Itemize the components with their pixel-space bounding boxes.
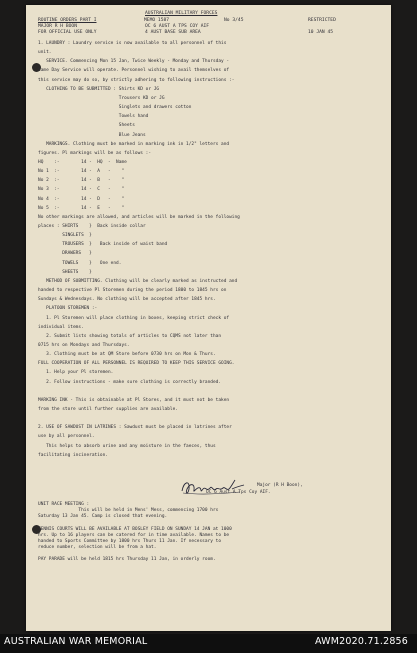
- text-line: TROUSERS } Back inside of waist band: [38, 242, 168, 248]
- header-title: AUSTRALIAN MILITARY FORCES: [145, 11, 218, 16]
- text-line: Sundays & Wednesdays. No clothing will be accepted after 1845 hrs.: [38, 297, 216, 303]
- text-line: places : SHIRTS } Back inside collar: [38, 224, 146, 229]
- text-line: unit.: [38, 50, 52, 56]
- text-line: PAY PARADE will be held 1815 hrs Thursday 11 Jan, in orderly room.: [38, 557, 216, 563]
- header-restricted: RESTRICTED: [308, 18, 336, 23]
- text-line: this service may do so, by strictly adhering to following instructions :-: [38, 77, 235, 83]
- text-line: FULL COOPERATION OF ALL PERSONNEL IS REQUIRED TO KEEP THIS SERVICE GOING.: [38, 361, 235, 367]
- text-line: HQ :- 14 - HQ - Name: [38, 159, 127, 165]
- text-line: PLATOON STOREMEN :-: [38, 306, 98, 312]
- text-line: No 4 :- 14 - D - ": [38, 196, 125, 202]
- header-memo: MEMO 1587: [144, 18, 170, 23]
- text-line: SHEETS }: [38, 269, 92, 275]
- signature-name: Major (R H Boon),: [257, 483, 303, 488]
- header-official-use: FOR OFFICIAL USE ONLY: [38, 30, 97, 35]
- text-line: 1. Help your Pl storemen.: [38, 370, 114, 376]
- text-line: handed to Sports Committee by 1800 hrs Thurs 11 Jan. If necessary to: [38, 538, 222, 544]
- text-line: MARKING INK - This is obtainable at Pl Stores, and it must not be taken: [38, 397, 230, 403]
- footer-bar: [0, 634, 417, 653]
- text-line: TENNIS COURTS WILL BE AVAILABLE AT BOSLEY FIELD ON SUNDAY 14 JAN at 1000: [38, 526, 232, 532]
- text-line: Towels hand: [38, 114, 149, 120]
- text-line: 2. Follow instructions - make sure clothing is correctly branded.: [38, 379, 222, 385]
- text-line: TOWELS } One end.: [38, 260, 122, 266]
- text-line: No other markings are allowed, and articles will be marked in the following: [38, 214, 240, 220]
- header-unit: OC 6 AUST A TPS COY AIF: [145, 24, 210, 29]
- header-major: MAJOR R H BOON: [38, 24, 77, 29]
- text-line: handed to respective Pl Storemen during the period 1800 to 1845 hrs on: [38, 288, 227, 294]
- handwritten-signature: [180, 477, 246, 499]
- text-line: CLOTHING TO BE SUBMITTED : Shirts KD or JG: [38, 86, 160, 92]
- signature-title: OC 6 Aust A Tps Coy AIF.: [206, 490, 271, 495]
- text-line: No 2 :- 14 - B - ": [38, 178, 125, 184]
- text-line: No 1 :- 14 - A - ": [38, 169, 125, 175]
- text-line: 3. Clothing must be at QM Store before 0730 hrs on Mon & Thurs.: [38, 352, 216, 358]
- text-line: METHOD OF SUBMITTING. Clothing will be clearly marked as instructed and: [38, 278, 238, 284]
- text-line: This helps to absorb urine and any moisture in the faeces, thus: [38, 443, 216, 449]
- text-line: Trousers KD or JG: [38, 95, 165, 101]
- text-line: 1. LAUNDRY : Laundry service is now available to all personnel of this: [38, 41, 227, 46]
- text-line: 1. Pl Storemen will place clothing in boxes, keeping strict check of: [38, 315, 230, 321]
- text-line: 2. USE OF SAWDUST IN LATRINES : Sawdust must be placed in latrines after: [38, 425, 232, 431]
- text-line: No 5 :- 14 - E - ": [38, 205, 125, 211]
- header-date: 10 JAN 45: [308, 30, 334, 35]
- header-sub-area: 4 AUST BASE SUB AREA: [145, 30, 201, 35]
- text-line: reduce number, selection will be from a hat.: [38, 545, 157, 551]
- text-line: No 3 :- 14 - C - ": [38, 187, 125, 193]
- text-line: from the store until further supplies are available.: [38, 407, 178, 412]
- text-line: Singlets and drawers cotton: [38, 105, 192, 111]
- text-line: DRAWERS }: [38, 251, 92, 257]
- text-line: 2. Submit lists showing totals of articles to CQMS not later than: [38, 333, 222, 339]
- text-line: Saturday 13 Jan 45. Camp is closed that evening.: [38, 514, 168, 520]
- footer-source: AUSTRALIAN WAR MEMORIAL: [4, 636, 148, 647]
- text-line: use by all personnel.: [38, 434, 95, 440]
- text-line: Same Day Service will operate. Personnel wishing to avail themselves of: [38, 68, 230, 74]
- header-routine-orders: ROUTINE ORDERS PART I: [38, 18, 97, 23]
- text-line: UNIT RACE MEETING :: [38, 502, 90, 507]
- text-line: individual items.: [38, 324, 84, 330]
- text-line: hrs. Up to 16 players can be catered for in time available. Names to be: [38, 532, 230, 538]
- text-line: facilitating incineration.: [38, 452, 108, 458]
- text-line: SERVICE. Commencing Mon 15 Jan, Twice Weekly - Monday and Thursday -: [38, 59, 230, 65]
- text-line: This will be held in Mens' Mess, commencing 1700 hrs: [38, 508, 219, 514]
- footer-accession: AWM2020.71.2856: [315, 636, 409, 647]
- text-line: MARKINGS. Clothing must be marked in marking ink in 1/2" letters and: [38, 141, 230, 147]
- text-line: figures. Pl markings will be as follows :-: [38, 150, 152, 156]
- document-page: [26, 5, 391, 631]
- header-order-number: No 3/45: [224, 18, 244, 23]
- text-line: 0715 hrs on Mondays and Thursdays.: [38, 342, 130, 348]
- text-line: Blue Jeans: [38, 132, 146, 138]
- text-line: Sheets: [38, 123, 135, 129]
- text-line: SINGLETS }: [38, 233, 92, 239]
